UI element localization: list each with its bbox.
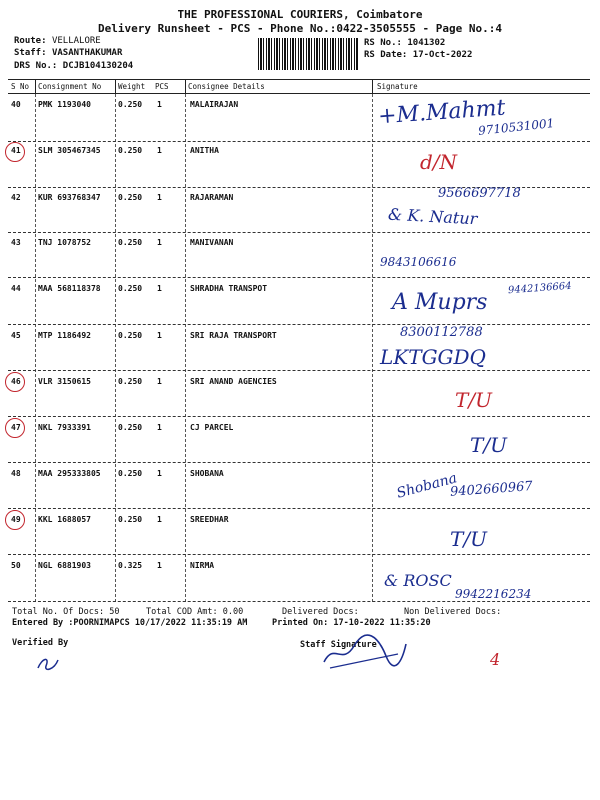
- header-pcs: PCS: [155, 82, 169, 91]
- route-value: VELLALORE: [51, 36, 101, 46]
- header-weight: Weight: [118, 82, 146, 91]
- row-sno: 49: [11, 515, 21, 524]
- row-divider: [8, 324, 590, 325]
- route-line: [14, 36, 101, 46]
- row-divider: [8, 601, 590, 602]
- row-weight: 0.250: [118, 284, 143, 293]
- drs-line: [14, 61, 133, 71]
- col-divider: [115, 79, 116, 93]
- table-header-rule: [8, 93, 590, 94]
- row-divider: [8, 277, 590, 278]
- rs-no-value: 1041302: [407, 38, 446, 48]
- row-consignee: SRI ANAND AGENCIES: [190, 377, 277, 386]
- entered-by: Entered By :POORNIMAPCS 10/17/2022 11:35:19 AM: [12, 618, 248, 628]
- row-weight: 0.250: [118, 515, 143, 524]
- row-pcs: 1: [157, 238, 162, 247]
- row-consignment: PMK 1193040: [38, 100, 91, 109]
- signature-phone: 8300112788: [400, 325, 483, 340]
- barcode: [258, 38, 358, 70]
- row-sno: 48: [11, 469, 21, 478]
- row-sno: 42: [11, 193, 21, 202]
- drs-value: DCJB104130204: [62, 61, 134, 71]
- row-pcs: 1: [157, 423, 162, 432]
- staff-label: Staff:: [14, 48, 47, 58]
- row-circle-mark: [5, 510, 25, 530]
- row-consignment: TNJ 1078752: [38, 238, 91, 247]
- row-weight: 0.250: [118, 193, 143, 202]
- printed-on: Printed On: 17-10-2022 11:35:20: [272, 618, 431, 628]
- signature-phone: 9442136664: [507, 280, 572, 297]
- staff-signature-label: Staff Signature: [300, 640, 377, 650]
- row-pcs: 1: [157, 561, 162, 570]
- row-circle-mark: [5, 142, 25, 162]
- row-sno: 46: [11, 377, 21, 386]
- row-sno: 40: [11, 100, 21, 109]
- row-divider: [8, 462, 590, 463]
- signature-handwriting: T/U: [455, 388, 492, 412]
- rs-date-value: 17-Oct-2022: [412, 50, 473, 60]
- signature-phone: 9566697718: [438, 186, 521, 201]
- signature-handwriting: d/N: [420, 150, 458, 174]
- header-signature: Signature: [377, 82, 418, 91]
- row-consignment: MAA 568118378: [38, 284, 101, 293]
- row-pcs: 1: [157, 100, 162, 109]
- rs-no-line: [364, 38, 445, 48]
- staff-line: [14, 48, 122, 58]
- row-consignee: CJ PARCEL: [190, 423, 234, 432]
- rs-date-label: RS Date:: [364, 50, 408, 60]
- company-title: THE PROFESSIONAL COURIERS, Coimbatore: [177, 8, 423, 21]
- row-divider: [8, 554, 590, 555]
- signature-phone: 9402660967: [449, 479, 534, 500]
- row-weight: 0.250: [118, 377, 143, 386]
- row-consignee: NIRMA: [190, 561, 215, 570]
- signature-phone: 9942216234: [455, 587, 532, 601]
- row-consignment: SLM 305467345: [38, 146, 101, 155]
- total-docs: Total No. Of Docs: 50: [12, 607, 120, 617]
- row-weight: 0.325: [118, 561, 143, 570]
- col-divider: [372, 79, 373, 93]
- row-consignment: VLR 3150615: [38, 377, 91, 386]
- row-weight: 0.250: [118, 469, 143, 478]
- row-sno: 43: [11, 238, 21, 247]
- row-pcs: 1: [157, 193, 162, 202]
- runsheet-subtitle: Delivery Runsheet - PCS - Phone No.:0422-3505555 - Page No.:4: [98, 22, 502, 35]
- signature-handwriting: T/U: [470, 433, 507, 457]
- row-consignment: MTP 1186492: [38, 331, 91, 340]
- row-consignee: MALAIRAJAN: [190, 100, 239, 109]
- row-consignment: MAA 295333805: [38, 469, 101, 478]
- row-weight: 0.250: [118, 423, 143, 432]
- header-sno: S No: [11, 82, 30, 91]
- row-pcs: 1: [157, 284, 162, 293]
- table-top-rule: [8, 79, 590, 80]
- row-circle-mark: [5, 418, 25, 438]
- row-consignment: KUR 693768347: [38, 193, 101, 202]
- staff-value: VASANTHAKUMAR: [51, 48, 123, 58]
- header-consignee: Consignee Details: [188, 82, 265, 91]
- row-consignment: NGL 6881903: [38, 561, 91, 570]
- rs-date-line: [364, 50, 472, 60]
- page-mark: 4: [490, 650, 501, 669]
- row-consignment: NKL 7933391: [38, 423, 91, 432]
- staff-signature-scribble: [320, 632, 410, 672]
- row-consignee: SHRADHA TRANSPOT: [190, 284, 268, 293]
- row-weight: 0.250: [118, 100, 143, 109]
- row-sno: 41: [11, 146, 21, 155]
- header-consignment: Consignment No: [38, 82, 102, 91]
- signature-phone: 9710531001: [477, 116, 555, 138]
- row-weight: 0.250: [118, 146, 143, 155]
- row-divider: [8, 416, 590, 417]
- delivered-docs: Delivered Docs:: [282, 607, 359, 617]
- rs-no-label: RS No.:: [364, 38, 402, 48]
- row-consignee: SRI RAJA TRANSPORT: [190, 331, 277, 340]
- row-divider: [8, 370, 590, 371]
- row-pcs: 1: [157, 515, 162, 524]
- row-pcs: 1: [157, 146, 162, 155]
- signature-handwriting: LKTGGDQ: [380, 345, 486, 369]
- row-weight: 0.250: [118, 331, 143, 340]
- row-sno: 50: [11, 561, 21, 570]
- row-circle-mark: [5, 372, 25, 392]
- verified-by: Verified By: [12, 638, 69, 648]
- signature-handwriting: Shobana: [394, 470, 459, 502]
- drs-label: DRS No.:: [14, 61, 58, 71]
- row-consignee: RAJARAMAN: [190, 193, 234, 202]
- row-divider: [8, 232, 590, 233]
- row-pcs: 1: [157, 331, 162, 340]
- signature-handwriting: & ROSC: [384, 571, 452, 590]
- row-divider: [8, 141, 590, 142]
- non-delivered-docs: Non Delivered Docs:: [404, 607, 502, 617]
- row-consignee: MANIVANAN: [190, 238, 234, 247]
- col-divider: [185, 79, 186, 93]
- signature-handwriting: T/U: [450, 527, 487, 551]
- row-pcs: 1: [157, 377, 162, 386]
- verifier-scribble: [34, 650, 64, 676]
- route-label: Route:: [14, 36, 47, 46]
- row-sno: 45: [11, 331, 21, 340]
- signature-handwriting: A Muprs: [392, 290, 488, 315]
- signature-handwriting: & K. Natur: [387, 204, 478, 229]
- row-weight: 0.250: [118, 238, 143, 247]
- row-sno: 44: [11, 284, 21, 293]
- row-consignee: ANITHA: [190, 146, 219, 155]
- col-divider: [35, 79, 36, 93]
- row-consignee: SHOBANA: [190, 469, 224, 478]
- row-pcs: 1: [157, 469, 162, 478]
- row-consignment: KKL 1688057: [38, 515, 91, 524]
- row-sno: 47: [11, 423, 21, 432]
- signature-handwriting: +M.Mahmt: [377, 95, 507, 130]
- signature-phone: 9843106616: [380, 255, 457, 269]
- row-divider: [8, 508, 590, 509]
- total-cod: Total COD Amt: 0.00: [146, 607, 244, 617]
- row-consignee: SREEDHAR: [190, 515, 229, 524]
